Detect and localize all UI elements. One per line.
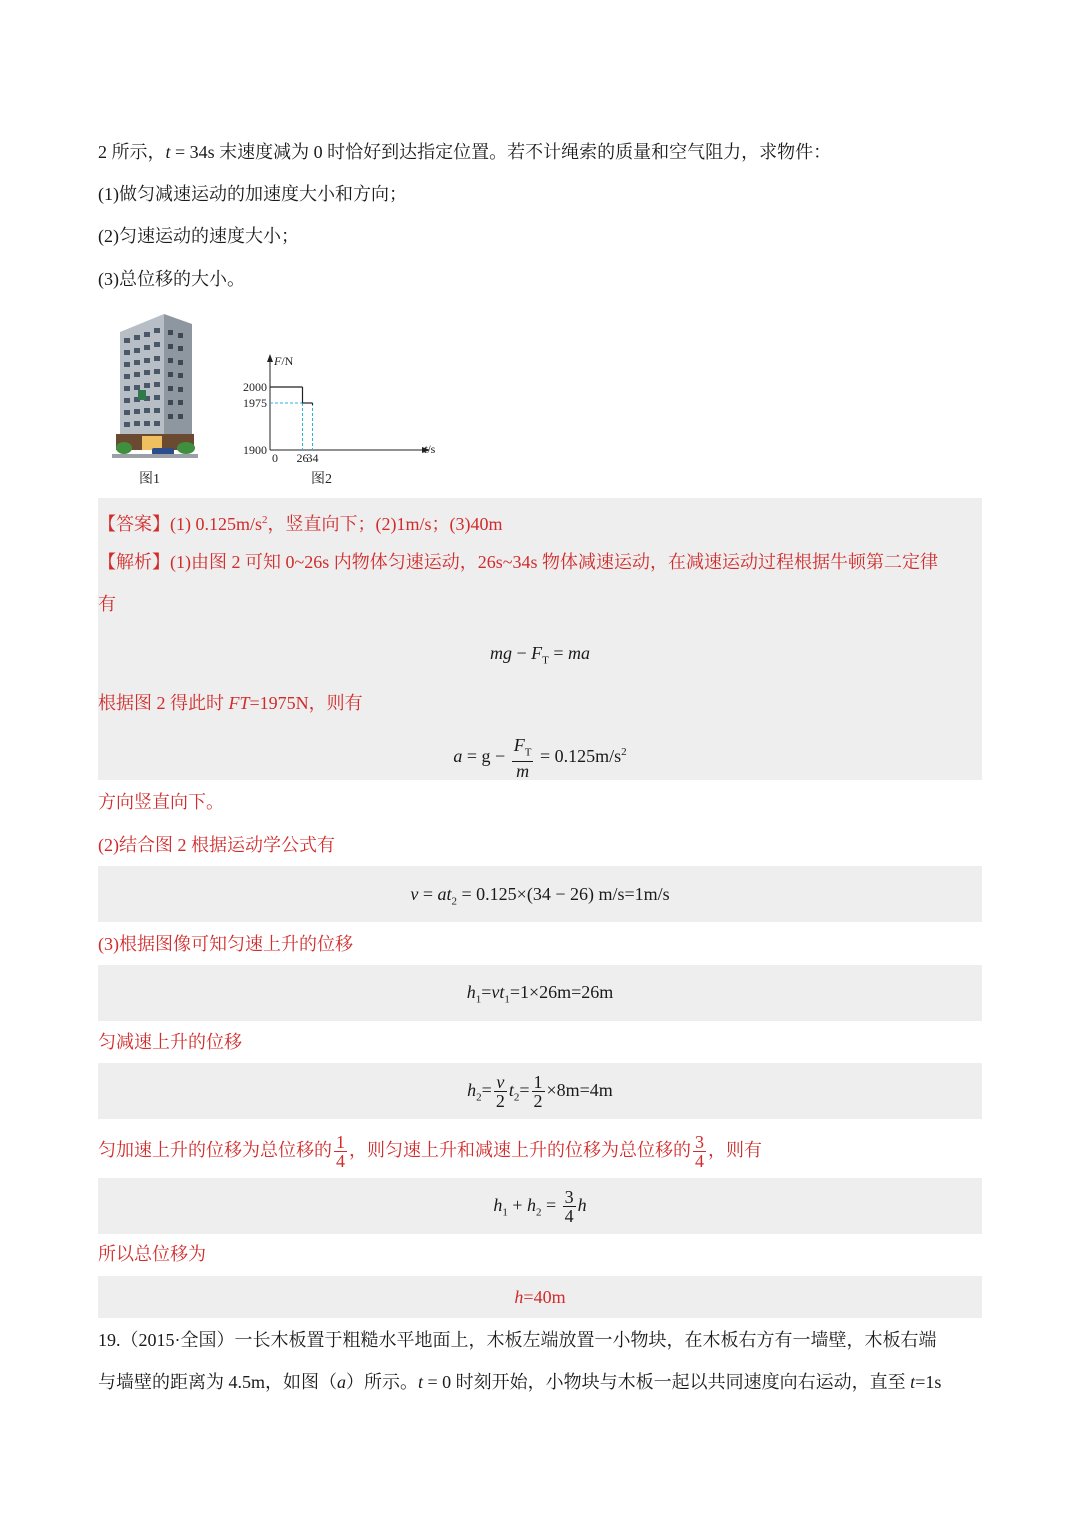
building-illustration <box>112 310 198 460</box>
question-3: (3)总位移的大小。 <box>98 269 245 289</box>
figure-2-label: 图2 <box>311 472 332 487</box>
question-2: (2)匀速运动的速度大小； <box>98 226 299 246</box>
x-tick-label: 34 <box>306 451 319 465</box>
analysis-line-8: 匀加速上升的位移为总位移的 $\frac{1}{4}$ ，则匀速上升和减速上升的位移为总位移的 $\frac{3}{4}$ ，则有 <box>98 1132 762 1172</box>
analysis-tag: 【解析】 <box>98 552 170 572</box>
answer-tag: 【答案】 <box>98 514 170 534</box>
intro-text: = 34s 末速度减为 0 时恰好到达指定位置。若不计绳索的质量和空气阻力，求物件： <box>170 142 832 162</box>
y-axis-label: F/N <box>274 354 294 368</box>
y-tick-label: 1900 <box>243 443 267 457</box>
analysis-line-4: 方向竖直向下。 <box>98 792 224 812</box>
answer-line <box>98 508 982 536</box>
y-tick-label: 2000 <box>243 380 267 394</box>
answer-rest: ，竖直向下；(2)1m/s；(3)40m <box>267 514 503 534</box>
equation-7: h=40m <box>514 1287 566 1307</box>
force-time-chart <box>230 350 450 470</box>
analysis-line-2: 有 <box>98 594 116 614</box>
y-tick-label: 1975 <box>243 396 267 410</box>
x-axis-label: t/s <box>424 442 436 456</box>
next-problem-line-2: 与墙壁的距离为 4.5m，如图（a）所示。t = 0 时刻开始，小物块与木板一起以共同速度向右运动，直至 t=1s <box>98 1372 942 1392</box>
equation-2: a = g − $\frac{F_T}{m}$ = $0.125m/s^2$ <box>453 734 627 782</box>
intro-prefix: 2 所示， <box>98 142 166 162</box>
equation-3: $v = at_2 = 0.125\times(34 - 26)$ m/s=1m/s <box>410 884 670 908</box>
analysis-text-1: (1)由图 2 可知 0~26s 内物体匀速运动，26s~34s 物体减速运动，在减速运动过程根据牛顿第二定律 <box>170 552 938 572</box>
analysis-line-3: 根据图 2 得此时 FT=1975N，则有 <box>98 693 363 713</box>
figure-1-label: 图1 <box>139 472 160 487</box>
intro-var-t: t <box>165 142 171 162</box>
analysis-line-9: 所以总位移为 <box>98 1244 206 1264</box>
answer-part1: (1) 0.125m/s <box>170 514 262 534</box>
analysis-line-1 <box>98 550 982 574</box>
analysis-line-6: (3)根据图像可知匀速上升的位移 <box>98 934 353 954</box>
equation-5: $h_2=$ $\frac{v}{2}$ $t_2=$ $\frac{1}{2}$ ×8m=4m <box>467 1072 613 1112</box>
origin-label: 0 <box>272 451 278 465</box>
analysis-line-7: 匀减速上升的位移 <box>98 1032 242 1052</box>
answer-exponent: 2 <box>262 514 268 526</box>
y-axis-arrow <box>267 354 273 362</box>
problem-intro-line <box>98 140 982 164</box>
next-problem-line-1: 19.（2015·全国）一长木板置于粗糙水平地面上，木板左端放置一小物块，在木板右方有一墙壁，木板右端 <box>98 1330 937 1350</box>
equation-4: $h_1=vt_1=1\times 26m=26m$ <box>466 982 614 1006</box>
question-1: (1)做匀减速运动的加速度大小和方向； <box>98 184 407 204</box>
analysis-line-5: (2)结合图 2 根据运动学公式有 <box>98 835 335 855</box>
equation-1: mg − $F_T$ = ma <box>489 643 591 667</box>
x-tick-label: 26 <box>296 451 309 465</box>
equation-6: $h_1 + h_2$ = $\frac{3}{4}$ h <box>493 1187 587 1227</box>
